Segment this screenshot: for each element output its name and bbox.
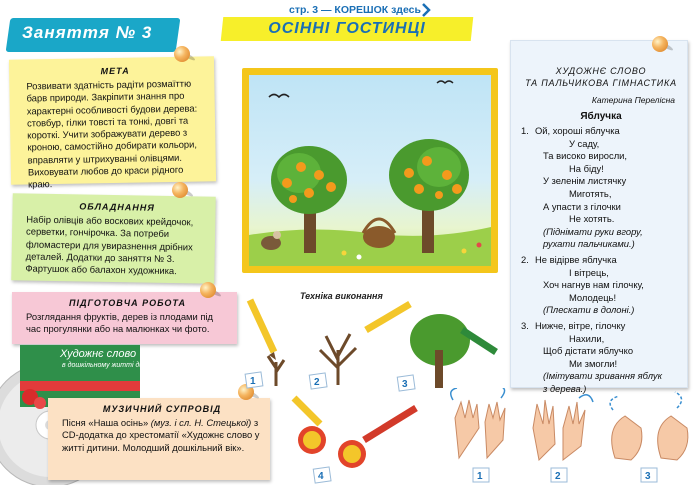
music-song: Пісня «Наша осінь» [62, 417, 151, 428]
poem-line: На біду! [569, 162, 604, 174]
poem-line: Не відірве яблучка [535, 253, 617, 265]
poem-heading [521, 65, 681, 89]
poem-action: (Плескати в долоні.) [543, 304, 635, 316]
technique-step-4: 4 [318, 471, 324, 482]
equipment-heading: ОБЛАДНАННЯ [79, 201, 155, 213]
poem-line: Молодець! [569, 291, 617, 303]
poem-line: Нижче, вітре, гілочку [535, 319, 626, 331]
pushpin-icon [170, 180, 190, 200]
poem-line: Хоч нагнув нам гілочку, [543, 279, 644, 291]
example-picture [249, 75, 491, 266]
cd-title: Художнє слово [60, 348, 137, 360]
page-label: стр. 3 — КОРЕШОК здесь [289, 4, 421, 16]
example-picture-frame [242, 68, 498, 273]
prep-text: Розглядання фруктів, дерев із плодами під час прогулянки або на малюнках чи фото. [26, 311, 213, 335]
prep-heading: ПІДГОТОВЧА РОБОТА [68, 298, 187, 308]
poem-title: Яблучка [580, 111, 622, 122]
technique-label: Техніка виконання [300, 291, 383, 301]
poem-line: І вітрець, [569, 266, 609, 278]
music-heading: МУЗИЧНИЙ СУПРОВІД [102, 404, 222, 414]
poem-line: Нахили, [569, 332, 605, 344]
stanza-number: 1. [521, 125, 529, 136]
stanza-number: 2. [521, 253, 529, 265]
poem-action: з дерева.) [543, 382, 587, 394]
poem-line: Щоб дістати яблучко [543, 345, 634, 357]
music-credit: (муз. і сл. Н. Стецької) [150, 417, 252, 428]
goal-note [9, 56, 216, 190]
poem-line: У саду, [569, 137, 600, 149]
poem-line: Не хотять. [569, 213, 615, 225]
poem-action: рухати пальчиками.) [543, 238, 635, 250]
poem-note [510, 40, 688, 394]
poem-stanza-1 [521, 125, 681, 251]
finger-exercise-illustration [445, 388, 700, 485]
poem-line: Та високо виросли, [543, 150, 628, 162]
poem-line: У зеленім листячку [543, 175, 627, 187]
technique-step-2: 2 [314, 377, 320, 388]
hands-step-1: 1 [477, 471, 483, 482]
poem-stanza-3 [521, 320, 681, 396]
music-note [48, 398, 270, 480]
poem-line: Ми змогли! [569, 357, 618, 369]
poem-action: (Піднімати руки вгору, [543, 225, 643, 237]
equipment-text: Набір олівців або воскових крейдочок, серветки, гончірочка. За потреби фломастери для увиразнення дрібних деталей. Додатки до заняття № 3. Фартушок або балахон художника. [25, 213, 194, 277]
poem-author: Катерина Перелісна [591, 95, 675, 105]
goal-heading: МЕТА [100, 65, 130, 77]
poem-action: (Імітувати зривання яблук [543, 370, 663, 382]
lesson-title: Заняття № 3 [22, 23, 153, 42]
poem-stanza-2 [521, 254, 681, 317]
goal-text: Розвивати здатність радіти розмаїттю барв природи. Закріпити знання про характерні особливості будови дерева: стовбур, гілки товсті та тонкі, довгі та короткі. Учити зображувати дерево з кроною, самостійно добирати кольори, вправляти у штрихуванні олівцями. Виховувати любов до краси рідного краю. [26, 77, 198, 190]
page-title: ОСІННІ ГОСТИНЦІ [268, 20, 426, 37]
hands-step-2: 2 [555, 471, 561, 482]
equipment-note [11, 193, 215, 284]
poem-line: Миготять, [569, 187, 612, 199]
hands-step-3: 3 [645, 471, 651, 482]
poem-heading-line-1: ХУДОЖНЄ СЛОВО [555, 66, 647, 76]
pushpin-icon [172, 44, 192, 64]
music-source: з CD-додатка до хрестоматії «Художнє слово у житті дитини. Молодший дошкільний вік». [62, 417, 260, 453]
pushpin-icon [198, 280, 218, 300]
poem-heading-line-2: ТА ПАЛЬЧИКОВА ГІМНАСТИКА [525, 78, 677, 88]
autumn-trees-illustration [249, 75, 491, 266]
poem-line: А упасти з гілочки [543, 200, 621, 212]
music-text [62, 417, 262, 454]
cd-subtitle: в дошкільному житті дитини [62, 362, 161, 369]
technique-step-3: 3 [402, 379, 408, 390]
technique-step-1: 1 [250, 376, 256, 387]
stanza-number: 3. [521, 319, 529, 331]
poem-line: Ой, хороші яблучка [535, 125, 620, 136]
pushpin-icon [650, 34, 670, 54]
corner-arrow-icon [420, 3, 432, 17]
